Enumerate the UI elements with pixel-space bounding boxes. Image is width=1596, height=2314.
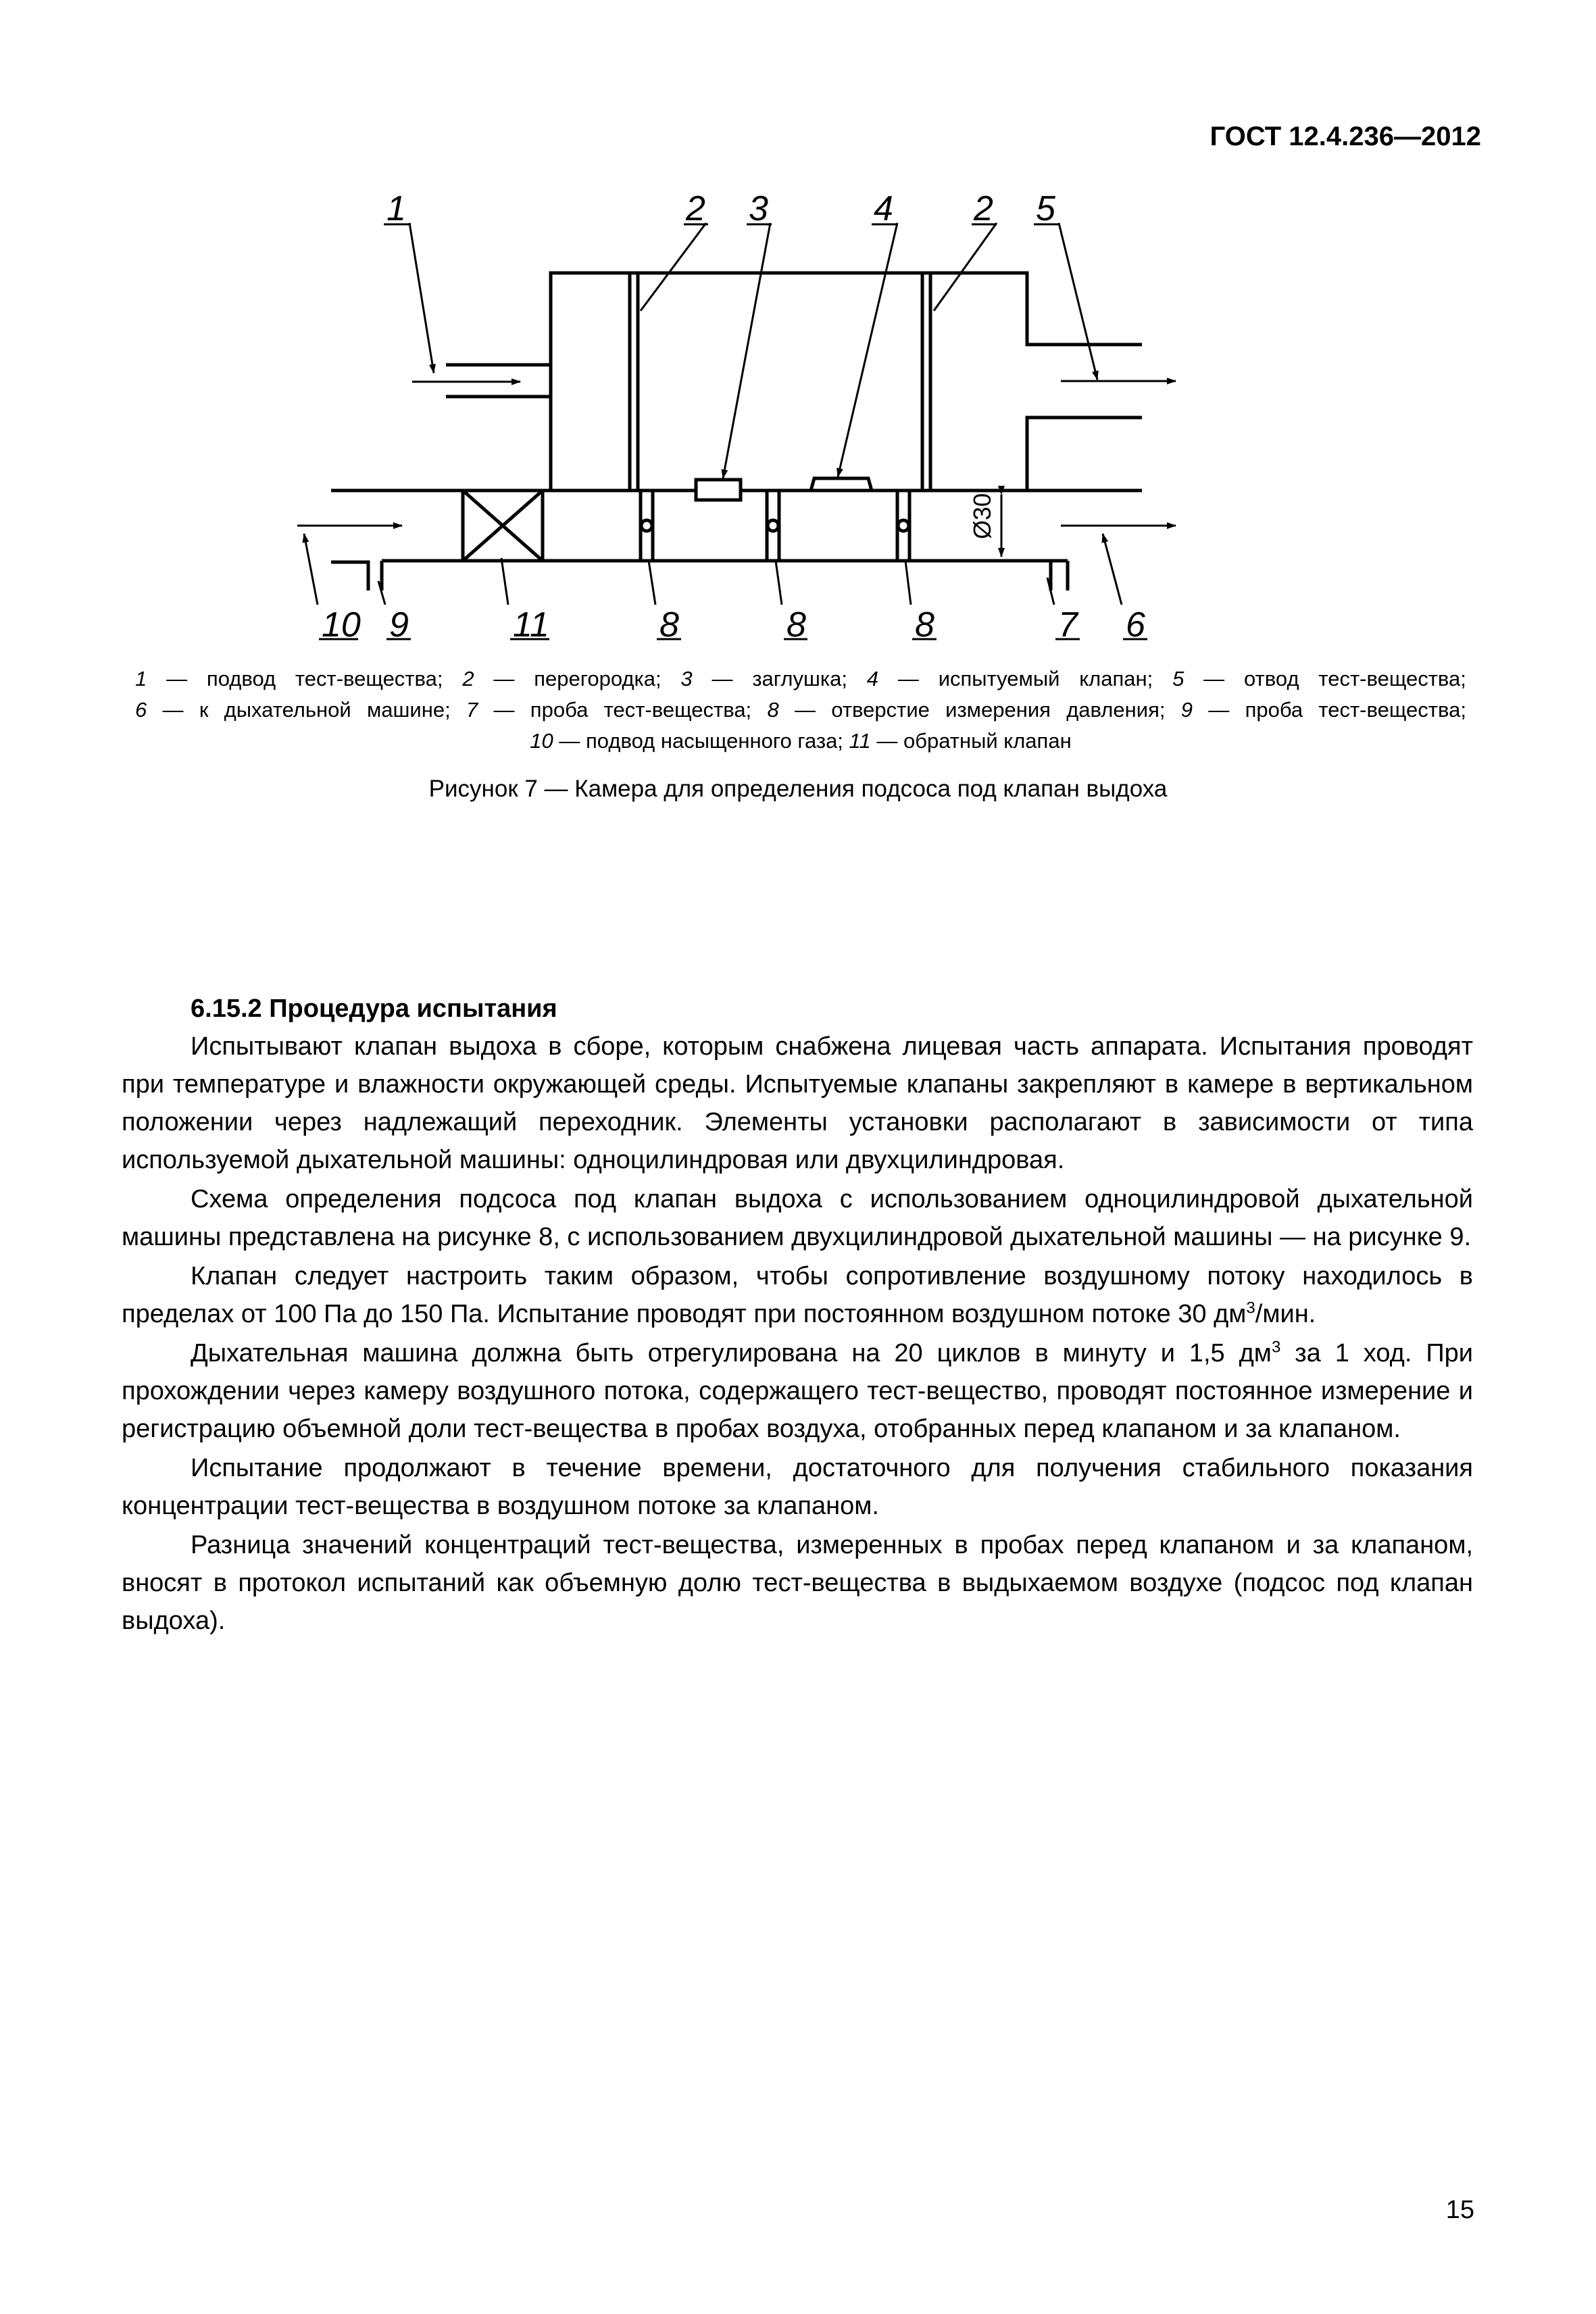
legend-dash: — bbox=[1203, 667, 1225, 690]
callout-7: 7 bbox=[1058, 605, 1078, 645]
callout-3: 3 bbox=[749, 189, 768, 228]
legend-num: 6 bbox=[135, 698, 147, 722]
legend-dash: — bbox=[876, 729, 898, 753]
legend-dash: — bbox=[559, 729, 580, 753]
paragraph-2: Схема определения подсоса под клапан выдоха с использованием одноцилиндровой дыхательной машины представлена на рисунке 8, с использованием двухцилиндровой дыхательной машины — на рисунке 9. bbox=[122, 1185, 1473, 1251]
callout-10: 10 bbox=[322, 605, 361, 645]
paragraph-6: Разница значений концентраций тест-вещества, измеренных в пробах перед клапаном и за клапаном, вносят в протокол испытаний как объемную долю тест-вещества в выдыхаемом воздухе (подсос под клапан выдоха). bbox=[122, 1531, 1473, 1635]
callout-2b: 2 bbox=[974, 189, 993, 228]
section-body bbox=[122, 990, 1473, 1641]
legend-text: отверстие измерения давления; bbox=[831, 698, 1166, 722]
legend-dash: — bbox=[162, 698, 184, 722]
legend-num: 5 bbox=[1172, 667, 1184, 690]
paragraph-1: Испытывают клапан выдоха в сборе, которым снабжена лицевая часть аппарата. Испытания проводят при температуре и влажности окружающей среды. Испытуемые клапаны закрепляют в камере в вертикальном положении через надлежащий переходник. Элементы установки располагают в зависимости от типа используемой дыхательной машины: одноцилиндровая или двухцилиндровая. bbox=[122, 1032, 1473, 1174]
legend-text: подвод тест-вещества; bbox=[206, 667, 443, 690]
legend-text: обратный клапан bbox=[903, 729, 1072, 753]
legend-num: 8 bbox=[767, 698, 779, 722]
legend-text: проба тест-вещества; bbox=[1245, 698, 1466, 722]
section-title: 6.15.2 Процедура испытания bbox=[191, 995, 557, 1023]
legend-text: подвод насыщенного газа; bbox=[586, 729, 843, 753]
legend-num: 9 bbox=[1180, 698, 1193, 722]
callout-2a: 2 bbox=[686, 189, 705, 228]
figure-caption: Рисунок 7 — Камера для определения подсоса под клапан выдоха bbox=[428, 776, 1168, 802]
legend-num: 11 bbox=[849, 729, 871, 753]
legend-num: 2 bbox=[462, 667, 474, 690]
callout-1: 1 bbox=[386, 189, 406, 228]
legend-num: 7 bbox=[466, 698, 478, 722]
plug bbox=[696, 480, 741, 500]
pressure-hole-1 bbox=[641, 491, 653, 561]
legend-text: заглушка; bbox=[752, 667, 847, 690]
paragraph-3-text-end: /мин. bbox=[1255, 1300, 1316, 1328]
superscript: 3 bbox=[1271, 1338, 1281, 1357]
paragraph-4 bbox=[122, 1334, 1473, 1448]
legend-dash: — bbox=[712, 667, 733, 690]
legend-text: испытуемый клапан; bbox=[938, 667, 1153, 690]
legend-text: к дыхательной машине; bbox=[199, 698, 451, 722]
callout-8c: 8 bbox=[915, 605, 934, 645]
legend-num: 4 bbox=[866, 667, 879, 690]
diameter-label: Ø30 bbox=[968, 493, 996, 539]
legend-num: 1 bbox=[135, 667, 147, 690]
chamber-diagram bbox=[270, 182, 1324, 655]
legend-text: отвод тест-вещества; bbox=[1244, 667, 1466, 690]
legend-num: 10 bbox=[530, 729, 553, 753]
legend-dash: — bbox=[493, 667, 515, 690]
pressure-hole-3 bbox=[897, 491, 909, 561]
diagram-svg bbox=[270, 182, 1324, 655]
paragraph-3-text: Клапан следует настроить таким образом, чтобы сопротивление воздушному потоку находилось в пределах от 100 Па до 150 Па. Испытание проводят при постоянном воздушном потоке 30 дм bbox=[122, 1262, 1473, 1328]
valve-under-test bbox=[811, 478, 872, 491]
legend-dash: — bbox=[493, 698, 515, 722]
legend-row-1 bbox=[135, 663, 1466, 695]
callout-5: 5 bbox=[1036, 189, 1055, 228]
legend-text: проба тест-вещества; bbox=[530, 698, 752, 722]
callout-4: 4 bbox=[874, 189, 893, 228]
callout-6: 6 bbox=[1126, 605, 1145, 645]
paragraph-5: Испытание продолжают в течение времени, достаточного для получения стабильного показания концентрации тест-вещества в воздушном потоке за клапаном. bbox=[122, 1454, 1473, 1520]
figure-legend bbox=[135, 663, 1466, 757]
document-code: ГОСТ 12.4.236—2012 bbox=[1210, 122, 1481, 151]
legend-dash: — bbox=[166, 667, 188, 690]
callout-11: 11 bbox=[513, 605, 549, 645]
paragraph-4-text-end: за 1 ход. При прохождении через камеру воздушного потока, содержащего тест-вещество, проводят постоянное измерение и регистрацию объемной доли тест-вещества в пробах воздуха, отобранных перед клапаном и за клапаном. bbox=[122, 1339, 1473, 1443]
paragraph-3 bbox=[122, 1257, 1473, 1333]
pressure-hole-2 bbox=[767, 491, 779, 561]
legend-dash: — bbox=[1208, 698, 1230, 722]
callout-9: 9 bbox=[389, 605, 409, 645]
legend-text: перегородка; bbox=[534, 667, 662, 690]
legend-dash: — bbox=[794, 698, 816, 722]
paragraph-4-text: Дыхательная машина должна быть отрегулирована на 20 циклов в минуту и 1,5 дм bbox=[191, 1339, 1272, 1367]
legend-row-2 bbox=[135, 695, 1466, 726]
page-number: 15 bbox=[1445, 2196, 1474, 2224]
legend-row-3 bbox=[135, 726, 1466, 757]
legend-dash: — bbox=[897, 667, 919, 690]
callout-8b: 8 bbox=[787, 605, 806, 645]
superscript: 3 bbox=[1246, 1299, 1255, 1317]
callout-8a: 8 bbox=[659, 605, 679, 645]
legend-num: 3 bbox=[680, 667, 693, 690]
